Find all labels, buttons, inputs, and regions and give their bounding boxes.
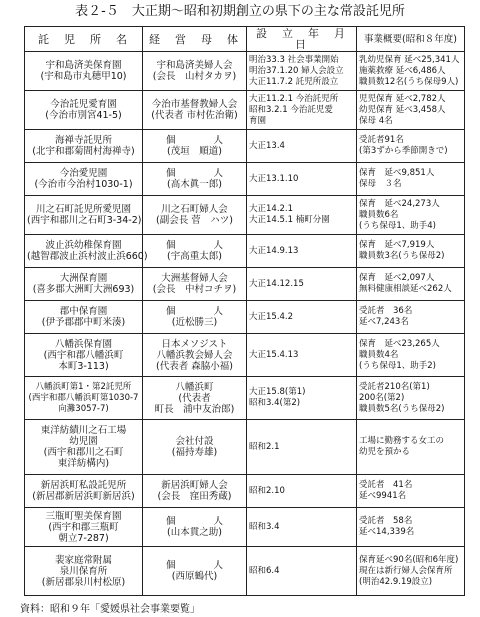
cell-name-line: (西宇和郡三瓶町 bbox=[48, 521, 119, 533]
cell-date-line: 昭和3.4(第2) bbox=[249, 398, 301, 408]
cell-operator bbox=[143, 301, 247, 334]
cell-summary bbox=[357, 508, 465, 547]
cell-operator bbox=[143, 91, 247, 130]
cell-summary-line: 現在は新行婦人会保育所 bbox=[359, 565, 453, 576]
cell-operator-line: (代表者 市村佐治衛) bbox=[151, 110, 238, 121]
cell-summary-line: 延べ9941名 bbox=[359, 491, 407, 501]
table-row bbox=[25, 301, 465, 334]
cell-operator-line: 個 人 bbox=[165, 516, 223, 527]
cell-operator-line: 個 人 bbox=[165, 240, 223, 251]
cell-operator-line: 新居浜町婦人会 bbox=[161, 480, 228, 491]
cell-date bbox=[247, 52, 357, 91]
cell-operator bbox=[143, 196, 247, 235]
cell-name-line: (伊予郡郡中町米湊) bbox=[41, 317, 126, 328]
cell-name-line: (新居郡泉川村松原) bbox=[41, 576, 126, 588]
cell-summary-line: 受託者 36名 bbox=[359, 306, 413, 316]
cell-name bbox=[25, 163, 143, 196]
cell-operator bbox=[143, 130, 247, 163]
cell-summary bbox=[357, 268, 465, 301]
cell-summary bbox=[357, 91, 465, 130]
childcare-table bbox=[24, 26, 465, 596]
cell-summary-line: 200名(第2) bbox=[359, 392, 405, 403]
cell-name bbox=[25, 52, 143, 91]
table-row bbox=[25, 547, 465, 596]
cell-summary-line: 保育 延べ9,851人 bbox=[359, 168, 435, 178]
cell-summary-line: 無料健康相談延べ262人 bbox=[359, 284, 452, 294]
cell-operator-line: 個 人 bbox=[165, 560, 223, 571]
cell-name-line: 新居浜町私設託児所 bbox=[40, 480, 127, 491]
cell-operator bbox=[143, 163, 247, 196]
cell-name bbox=[25, 268, 143, 301]
cell-operator-line: (近松勝三) bbox=[171, 317, 218, 328]
cell-summary bbox=[357, 163, 465, 196]
table-row bbox=[25, 268, 465, 301]
cell-operator-line: (高木眞一郎) bbox=[167, 179, 222, 190]
cell-operator-line: (宇高重太郎) bbox=[167, 251, 222, 262]
cell-summary-line: 幼児を預かる bbox=[359, 447, 411, 457]
cell-date-line: 昭和2.10 bbox=[249, 485, 285, 496]
cell-name-line: 八幡浜町第1・第2託児所 bbox=[35, 381, 132, 392]
cell-date-line: 大正11.2.1 今治託児所 bbox=[249, 93, 339, 104]
cell-name-line: 東洋紡構内) bbox=[57, 458, 110, 469]
cell-name-line: (今治市別宮41-5) bbox=[45, 110, 122, 121]
cell-name bbox=[25, 420, 143, 475]
cell-name bbox=[25, 91, 143, 130]
cell-name bbox=[25, 475, 143, 508]
cell-name bbox=[25, 130, 143, 163]
cell-operator-line: (会長 窪田秀蔵) bbox=[157, 491, 232, 502]
page-title: 表２-５ 大正期～昭和初期創立の県下の主な常設託児所 bbox=[75, 4, 405, 19]
cell-summary-line: 職員数4名 bbox=[359, 349, 399, 360]
cell-name-line: (西宇和郡川之石町 bbox=[43, 447, 124, 458]
cell-summary-line: 保育延べ90名(昭和6年度) bbox=[359, 554, 459, 565]
cell-date-line: 大正14.12.15 bbox=[249, 278, 304, 289]
cell-operator bbox=[143, 547, 247, 596]
cell-summary-line: 施薬救療 延べ6,486人 bbox=[359, 65, 446, 76]
cell-summary-line: (うち保母1、助手2) bbox=[359, 360, 436, 371]
header-date: 設 立 年 月 日 bbox=[247, 27, 357, 52]
cell-operator bbox=[143, 334, 247, 377]
cell-summary bbox=[357, 130, 465, 163]
cell-date-line: 大正13.1.10 bbox=[249, 173, 299, 184]
cell-summary-line: 保育 延べ7,919人 bbox=[359, 240, 435, 250]
header-name: 託 児 所 名 bbox=[25, 27, 143, 52]
cell-name-line: 本町3-113) bbox=[58, 360, 109, 372]
cell-date bbox=[247, 196, 357, 235]
cell-summary bbox=[357, 377, 465, 420]
cell-summary-line: (うち保母1、助手4) bbox=[359, 220, 436, 231]
cell-date bbox=[247, 475, 357, 508]
cell-name bbox=[25, 235, 148, 268]
cell-operator-line: (副会長 菅 ハツ) bbox=[156, 215, 233, 226]
cell-operator-line: (福持寿雄) bbox=[171, 447, 218, 458]
cell-summary-line: 延べ7,243名 bbox=[359, 317, 409, 327]
cell-date-line: 大正11.7.2 託児所設立 bbox=[249, 76, 339, 87]
cell-summary-line: 保育 延べ24,273人 bbox=[359, 198, 440, 209]
cell-operator-line: 個 人 bbox=[165, 306, 223, 317]
cell-date-line: 昭和3.4 bbox=[249, 521, 280, 532]
cell-date bbox=[247, 268, 357, 301]
cell-summary bbox=[357, 52, 465, 91]
cell-operator-line: 会社付設 bbox=[175, 436, 214, 447]
cell-operator bbox=[143, 377, 247, 420]
cell-name-line: (越智郡波止浜村波止浜660) bbox=[27, 251, 148, 262]
cell-summary-line: 幼児保育 延べ3,458人 bbox=[359, 104, 446, 115]
cell-date-line: 昭和2.1 bbox=[249, 441, 280, 452]
cell-summary-line: 保育 延べ2,097人 bbox=[359, 273, 435, 283]
source-note: 資料：昭和９年「愛媛県社会事業要覧」 bbox=[20, 604, 200, 615]
cell-name-line: 宇和島済美保育園 bbox=[45, 60, 122, 71]
table-row bbox=[25, 377, 465, 420]
cell-summary-line: 職員数3名(うち保母2) bbox=[359, 251, 445, 261]
cell-date bbox=[247, 377, 357, 420]
cell-name-line: (西宇和郡八幡浜町 bbox=[43, 349, 124, 361]
table-row bbox=[25, 130, 465, 163]
cell-summary bbox=[357, 235, 465, 268]
cell-operator-line: 日本メソジスト bbox=[161, 338, 228, 350]
header-summary: 事業概要(昭和８年度) bbox=[357, 27, 465, 52]
cell-summary-line: 受託者 58名 bbox=[359, 516, 413, 526]
cell-summary-line: 受託者91名 bbox=[359, 135, 404, 145]
cell-summary-line: 工場に勤務する女工の bbox=[359, 436, 445, 446]
cell-name-line: 郡中保育園 bbox=[59, 306, 108, 317]
cell-date-line: 明治33.3 社会事業開始 bbox=[249, 54, 339, 65]
cell-summary-line: 延べ14,339名 bbox=[359, 527, 415, 537]
cell-date bbox=[247, 91, 357, 130]
cell-operator-line: (会長 山村タカヲ) bbox=[152, 71, 237, 82]
cell-operator-line: 宇和島済美婦人会 bbox=[156, 60, 233, 71]
cell-date bbox=[247, 163, 357, 196]
cell-operator bbox=[143, 420, 247, 475]
cell-summary bbox=[357, 301, 465, 334]
cell-name-line: 朝立7-287) bbox=[58, 532, 109, 544]
cell-name-line: 海禅寺託児所 bbox=[54, 135, 112, 146]
cell-name-line: 波止浜幼稚保育園 bbox=[45, 240, 122, 251]
cell-operator bbox=[143, 475, 247, 508]
cell-name-line: 裴家庭常附属 bbox=[54, 554, 112, 566]
cell-name bbox=[25, 196, 143, 235]
cell-operator bbox=[143, 235, 247, 268]
cell-name-line: (西宇和郡八幡浜町第1030-7 bbox=[28, 392, 139, 403]
cell-date bbox=[247, 334, 357, 377]
cell-name-line: (喜多郡大洲町大洲693) bbox=[32, 284, 135, 295]
cell-operator bbox=[143, 268, 247, 301]
cell-name-line: 幼児園 bbox=[69, 436, 98, 447]
cell-summary-line: 保母 4名 bbox=[359, 115, 393, 126]
cell-date bbox=[247, 420, 357, 475]
cell-operator-line: 大洲基督婦人会 bbox=[161, 273, 228, 284]
cell-operator-line: 個 人 bbox=[165, 135, 223, 146]
table-row bbox=[25, 420, 465, 475]
cell-date-line: 明治37.1.20 婦人会設立 bbox=[249, 65, 344, 76]
cell-operator-line: 川之石町婦人会 bbox=[161, 204, 228, 215]
cell-summary-line: 職員数6名 bbox=[359, 209, 399, 220]
cell-date bbox=[247, 301, 357, 334]
cell-name-line: (宇和島市丸穂甲10) bbox=[40, 71, 127, 82]
cell-name-line: 向灘3057-7) bbox=[58, 403, 109, 414]
cell-summary-line: 職員数5名(うち保母2) bbox=[359, 403, 445, 414]
header-operator: 経 営 母 体 bbox=[143, 27, 247, 52]
cell-name bbox=[25, 377, 143, 420]
table-row bbox=[25, 196, 465, 235]
cell-date-line: 大正13.4 bbox=[249, 140, 285, 151]
cell-summary bbox=[357, 420, 465, 475]
cell-operator-line: 町長 浦中友治郎) bbox=[154, 403, 235, 415]
cell-date-line: 育園 bbox=[249, 115, 267, 126]
cell-name-line: 東洋紡績川之石工場 bbox=[40, 425, 127, 436]
cell-summary-line: 保育 延べ23,265人 bbox=[359, 338, 440, 349]
cell-summary-line: 受託者210名(第1) bbox=[359, 381, 430, 392]
cell-date-line: 大正15.4.13 bbox=[249, 349, 299, 360]
table-row bbox=[25, 508, 465, 547]
cell-operator-line: 個 人 bbox=[165, 168, 223, 179]
cell-name-line: 三瓶町聖美保育園 bbox=[45, 510, 122, 522]
cell-name bbox=[25, 508, 143, 547]
cell-name-line: (西宇和郡川之石町3-34-2) bbox=[27, 215, 142, 226]
cell-name bbox=[25, 547, 143, 596]
cell-name-line: 八幡浜保育園 bbox=[54, 338, 112, 350]
cell-date bbox=[247, 130, 357, 163]
cell-name bbox=[25, 334, 143, 377]
cell-name-line: (新居郡新居浜町新居浜) bbox=[32, 491, 135, 502]
cell-date-line: 昭和3.2.1 今治託児愛 bbox=[249, 104, 333, 115]
cell-operator bbox=[143, 52, 247, 91]
cell-summary bbox=[357, 196, 465, 235]
cell-operator-line: (代表者 森脇小福) bbox=[156, 360, 233, 372]
cell-summary-line: (明治42.9.19設立) bbox=[359, 576, 433, 587]
cell-operator-line: (代表者 bbox=[178, 392, 211, 404]
cell-summary bbox=[357, 547, 465, 596]
cell-date bbox=[247, 235, 357, 268]
cell-summary-line: 乳幼児保育 延べ25,341人 bbox=[359, 54, 460, 65]
table-row bbox=[25, 52, 465, 91]
cell-summary-line: 職員数12名(うち保母9人) bbox=[359, 76, 459, 87]
cell-operator-line: 今治市基督教婦人会 bbox=[151, 99, 238, 110]
cell-name-line: 今治託児愛育園 bbox=[50, 99, 117, 110]
table-row bbox=[25, 235, 465, 268]
cell-summary-line: (第3ずから季節開きで) bbox=[359, 146, 448, 156]
cell-name-line: 泉川保育所 bbox=[59, 565, 108, 577]
cell-name-line: (今治市今治村1030-1) bbox=[34, 179, 133, 190]
cell-operator bbox=[143, 508, 247, 547]
cell-name-line: (北宇和郡菊間村海禅寺) bbox=[32, 146, 135, 157]
cell-summary-line: 受託者 41名 bbox=[359, 480, 413, 490]
cell-summary bbox=[357, 475, 465, 508]
cell-operator-line: 八幡浜町 bbox=[175, 381, 214, 393]
table-row bbox=[25, 334, 465, 377]
cell-date-line: 大正14.9.13 bbox=[249, 245, 299, 256]
cell-date bbox=[247, 508, 357, 547]
cell-summary-line: 保母 ３名 bbox=[359, 179, 402, 189]
cell-name-line: 大洲保育園 bbox=[59, 273, 108, 284]
cell-operator-line: (山本貫之助) bbox=[167, 527, 222, 538]
table-header-row bbox=[25, 27, 465, 52]
cell-name-line: 今治愛児園 bbox=[59, 168, 108, 179]
table-row bbox=[25, 91, 465, 130]
cell-date-line: 大正15.8(第1) bbox=[249, 387, 306, 397]
cell-name-line: 川之石町託児所愛児園 bbox=[35, 204, 131, 215]
cell-operator-line: (西原鶴代) bbox=[171, 571, 218, 582]
table-row bbox=[25, 163, 465, 196]
cell-summary bbox=[357, 334, 465, 377]
cell-date-line: 昭和6.4 bbox=[249, 565, 280, 576]
cell-date-line: 大正14.5.1 楠町分園 bbox=[249, 215, 330, 225]
table-row bbox=[25, 475, 465, 508]
cell-operator-line: (会長 中村コチヲ) bbox=[152, 284, 237, 295]
cell-name bbox=[25, 301, 143, 334]
cell-operator-line: (茂垣 順道) bbox=[167, 146, 222, 157]
cell-summary-line: 児児保育 延べ2,782人 bbox=[359, 93, 446, 104]
cell-operator-line: 八幡浜教会婦人会 bbox=[156, 349, 233, 361]
cell-date-line: 大正15.4.2 bbox=[249, 311, 294, 322]
cell-date-line: 大正14.2.1 bbox=[249, 204, 294, 214]
cell-date bbox=[247, 547, 357, 596]
